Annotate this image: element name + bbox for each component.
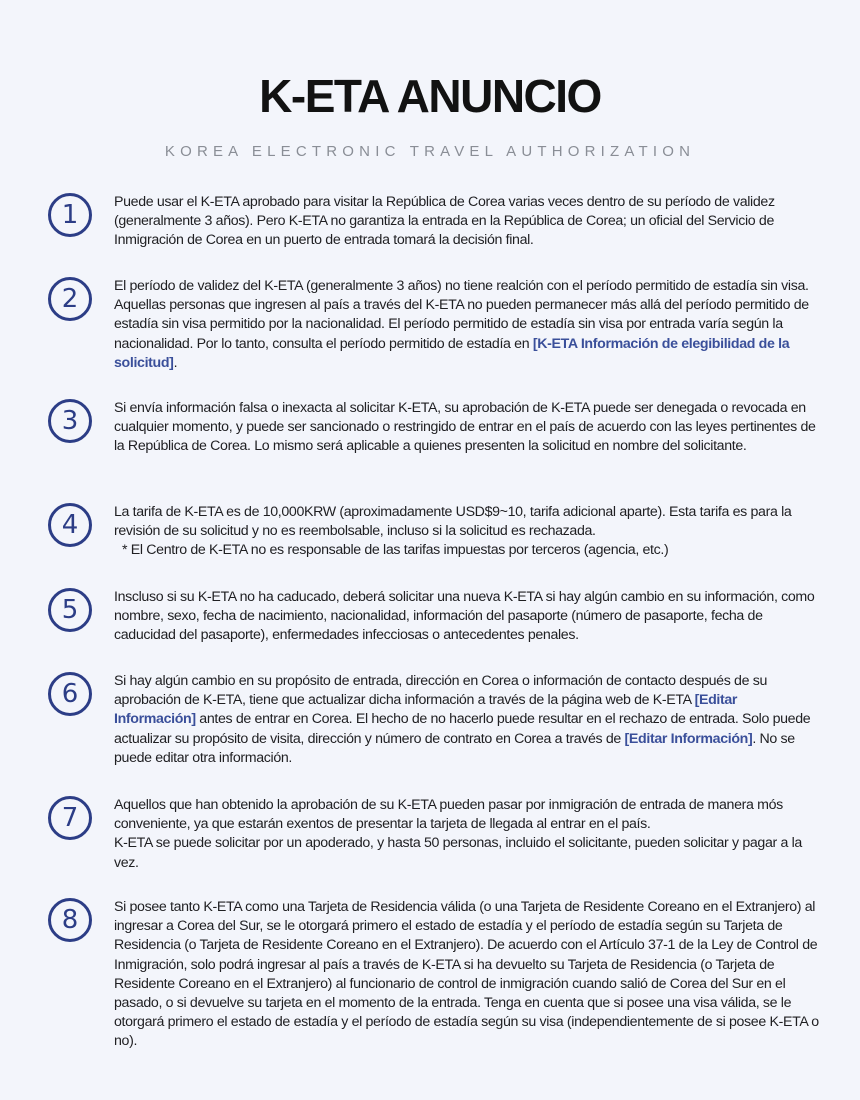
- notice-paragraph: Si envía información falsa o inexacta al solicitar K-ETA, su aprobación de K-ETA puede ser denegada o revocada en cualquier momento, y puede ser sancionado o restringido de entrar en el país de acuerdo con las leyes pertinentes de la República de Corea. Lo mismo será aplicable a quienes presenten la solicitud en nombre del solicitante.: [114, 400, 816, 455]
- notice-paragraph: Inscluso si su K-ETA no ha caducado, deberá solicitar una nueva K-ETA si hay algún cambio en su información, como nombre, sexo, fecha de nacimiento, nacionalidad, información del pasaporte (número de pasaporte, fecha de caducidad del pasaporte), enfermedades infecciosas o antecedentes penales.: [114, 589, 815, 644]
- notice-text-segment: El período de validez del K-ETA (generalmente 3 años) no tiene realción con el período permitido de estadía sin visa. Aquellas personas que ingresen al país a través del K-ETA no pueden permanecer más allá del período permitido de estadía sin visa permitido por la nacionalidad. El período permitido de estadía sin visa por entrada varía según la nacionalidad. Por lo tanto, consulta el período permitido de estadía en: [114, 278, 809, 352]
- notice-text: [114, 193, 820, 251]
- number-badge: 8: [48, 898, 92, 942]
- notice-text: [114, 672, 820, 768]
- edit-info-link[interactable]: [Editar Información]: [114, 692, 738, 728]
- number-badge: 1: [48, 193, 92, 237]
- number-badge: 3: [48, 399, 92, 443]
- eligibility-info-link[interactable]: [K-ETA Información de elegibilidad de la solicitud]: [114, 335, 790, 371]
- notice-paragraph: Si posee tanto K-ETA como una Tarjeta de Residencia válida (o una Tarjeta de Residente Coreano en el Extranjero) al ingresar a Corea del Sur, se le otorgará primero el estado de estadía y el período de estadía según su Tarjeta de Residencia (o Tarjeta de Residente Coreano en el Extranjero). De acuerdo con el Artículo 37-1 de la Ley de Control de Inmigración, solo podrá ingresar al país a través de K-ETA si ha devuelto su Tarjeta de Residencia (o Tarjeta de Residente Coreano en el Extranjero) al funcionario de control de inmigración cuando salió de Corea del Sur en el pasado, o si devuelve su tarjeta en el momento de la entrada. Tenga en cuenta que si posee una visa válida, se le otorgará primero el estado de estadía y el período de estadía según su visa (independientemente de si posee K-ETA o no).: [114, 899, 819, 1050]
- notice-text: [114, 898, 820, 1052]
- notice-text-segment: antes de entrar en Corea. El hecho de no hacerlo puede resultar en el rechazo de entrada. Solo puede actualizar su propósito de visita, dirección y número de contrato en Corea a través de: [114, 711, 811, 747]
- notice-paragraph: La tarifa de K-ETA es de 10,000KRW (aproximadamente USD$9~10, tarifa adicional aparte). Esta tarifa es para la revisión de su solicitud y no es reembolsable, incluso si la solicitud es rechazada.: [114, 504, 792, 540]
- notice-footnote: * El Centro de K-ETA no es responsable de las tarifas impuestas por terceros (agencia, etc.): [122, 542, 669, 559]
- notice-text: [114, 503, 820, 561]
- notice-text: [114, 588, 820, 646]
- notice-paragraph: Aquellos que han obtenido la aprobación de su K-ETA pueden pasar por inmigración de entrada de manera mós conveniente, ya que estarán exentos de presentar la tarjeta de llegada al entrar en el país.: [114, 797, 783, 833]
- notice-paragraph: [114, 672, 820, 768]
- notice-paragraph: [114, 277, 820, 373]
- notice-text: [114, 796, 820, 873]
- notice-text: [114, 277, 820, 373]
- number-badge: 7: [48, 796, 92, 840]
- number-badge: 4: [48, 503, 92, 547]
- notice-paragraph: Puede usar el K-ETA aprobado para visitar la República de Corea varias veces dentro de su período de validez (generalmente 3 años). Pero K-ETA no garantiza la entrada en la República de Corea; un oficial del Servicio de Inmigración de Corea en un puerto de entrada tomará la decisión final.: [114, 194, 775, 249]
- notice-text-segment: . No se puede editar otra información.: [114, 730, 795, 766]
- notice-text-segment: Si hay algún cambio en su propósito de entrada, dirección en Corea o información de contacto después de su aprobación de K-ETA, tiene que actualizar dicha información a través de la página web de K-ETA: [114, 673, 768, 709]
- number-badge: 2: [48, 277, 92, 321]
- edit-info-link[interactable]: [Editar Información]: [624, 730, 753, 747]
- notice-paragraph: K-ETA se puede solicitar por un apoderado, y hasta 50 personas, incluido el solicitante, pueden solicitar y pagar a la vez.: [114, 835, 802, 871]
- page-subtitle: KOREA ELECTRONIC TRAVEL AUTHORIZATION: [164, 143, 696, 160]
- notice-text: [114, 399, 820, 457]
- number-badge: 5: [48, 588, 92, 632]
- notice-text-segment: .: [173, 354, 178, 371]
- number-badge: 6: [48, 672, 92, 716]
- page-title: K-ETA ANUNCIO: [259, 70, 601, 122]
